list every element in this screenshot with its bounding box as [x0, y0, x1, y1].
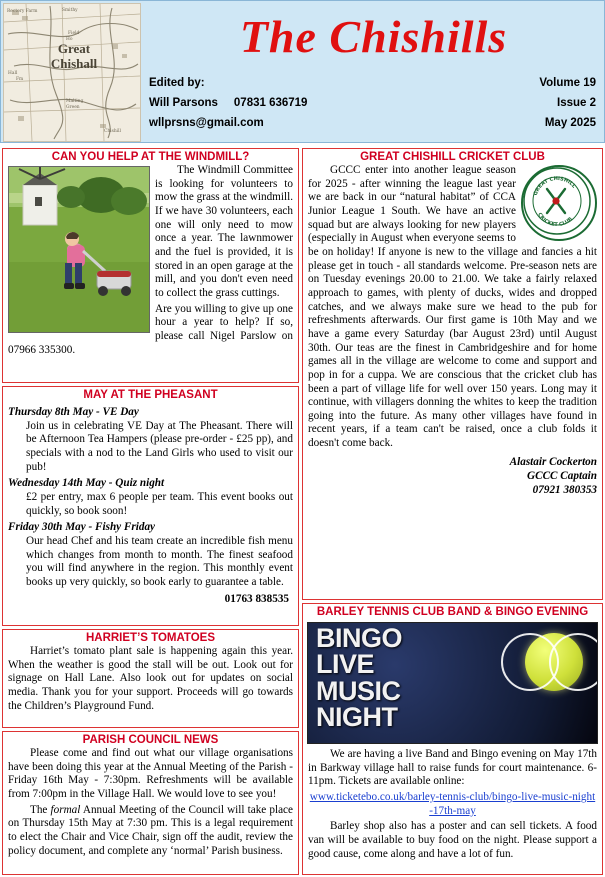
tennis-ball-icon: [525, 633, 583, 691]
pheasant-phone: 01763 838535: [224, 592, 289, 605]
event-title: Friday 30th May - Fishy Friday: [8, 521, 155, 534]
cricket-heading: GREAT CHISHILL CRICKET CLUB: [360, 151, 545, 163]
bingo-heading: BARLEY TENNIS CLUB BAND & BINGO EVENING: [316, 606, 589, 618]
volume-label: Volume 19: [539, 77, 596, 89]
poster-line-4: NIGHT: [316, 702, 398, 733]
editor-phone: 07831 636719: [233, 97, 308, 110]
edited-by-label: Edited by:: [149, 77, 205, 89]
cricket-captain-role: GCCC Captain: [527, 469, 597, 482]
svg-text:Ho: Ho: [66, 37, 73, 42]
masthead: [0, 0, 605, 143]
pheasant-heading: MAY AT THE PHEASANT: [83, 389, 218, 401]
parish-paragraph-1: Please come and find out what our village organisations have been doing this year at the Annual Meeting of the Parish - Friday 16th May - 7:30pm. Refreshments will be available from 7:00pm in the Village Hall. We would love to see you!: [8, 747, 293, 800]
event-title: Thursday 8th May - VE Day: [8, 406, 139, 418]
poster-line-2: LIVE: [316, 649, 375, 680]
issue-label: Issue 2: [557, 97, 596, 110]
windmill-paragraph-1: The Windmill Committee is looking for volunteers to mow the grass at the windmill. If we have 30 volunteers, each one will only need to mow once a year. The lawnmower and the fuel is provided, it is stored in an open garage at the mill, and you don't even need to collect the grass cuttings.: [155, 164, 293, 299]
poster-line-3: MUSIC: [316, 675, 401, 706]
issue-date: May 2025: [544, 117, 596, 130]
parish-heading: PARISH COUNCIL NEWS: [82, 734, 219, 746]
event-text: £2 per entry, max 6 people per team. This event books out quickly, so book soon!: [26, 490, 293, 517]
svg-text:Fm: Fm: [16, 77, 24, 82]
parish-paragraph-2: [8, 804, 293, 859]
parish-p2-post: Annual Meeting of the Council will take place on Thursday 15th May at 7:30 pm. This is a legal requirement to elect the Chair and Vice Chair, sign off the audit, review the policy document, and complete any ‘normal’ Parish business.: [8, 803, 293, 857]
cricket-club-crest: [521, 165, 597, 241]
parish-article: [2, 731, 299, 875]
svg-text:Rectory Farm: Rectory Farm: [7, 9, 38, 14]
svg-text:Malting: Malting: [66, 99, 84, 104]
cricket-captain-phone: 07921 380353: [532, 483, 597, 496]
tomatoes-paragraph-1: Harriet’s tomato plant sale is happening again this year. When the weather is good the stall will be out. Look out for signage on Hall Lane. Also look out for updates on social media. Thank you for your support. Proceeds will go towards the Children’s Playground Fund.: [8, 645, 293, 712]
editor-name-phone: [149, 93, 449, 113]
bingo-paragraph-1: We are having a live Band and Bingo evening on May 17th in Barkway village hall to raise funds for court maintenance. 6-11pm. Tickets are available online:: [308, 748, 597, 788]
bingo-poster-text: [316, 625, 402, 731]
editor-email: wllprsns@gmail.com: [149, 117, 264, 130]
windmill-heading: CAN YOU HELP AT THE WINDMILL?: [51, 151, 250, 163]
tomatoes-article: [2, 629, 299, 728]
pheasant-event: [8, 477, 293, 518]
windmill-article: [2, 148, 299, 383]
svg-text:GREAT CHISHILL: GREAT CHISHILL: [532, 175, 577, 197]
event-title: Wednesday 14th May - Quiz night: [8, 477, 165, 490]
poster-line-1: BINGO: [316, 623, 403, 653]
svg-text:CRICKET CLUB: CRICKET CLUB: [536, 211, 574, 229]
pheasant-event: [8, 521, 293, 589]
tomatoes-heading: HARRIET’S TOMATOES: [85, 632, 216, 644]
svg-text:Hall: Hall: [8, 71, 18, 76]
bingo-article: [302, 603, 603, 875]
editor-block: [149, 73, 449, 133]
windmill-body: [3, 164, 298, 363]
bingo-ticket-link[interactable]: www.ticketebo.co.uk/barley-tennis-club/bingo-live-music-night-17th-may: [309, 790, 596, 817]
issue-block: [421, 73, 596, 133]
tomatoes-body: [3, 645, 298, 719]
event-text: Join us in celebrating VE Day at The Pheasant. There will be Afternoon Tea Hampers (please pre-order - £25 pp), and specials with a nod to the Land Girls who used to visit our pub!: [26, 419, 293, 473]
windmill-paragraph-2: Are you willing to give up one hour a year to help? If so, please call Nigel Parslow on 07966 335300.: [8, 302, 293, 356]
parish-body: [3, 747, 298, 864]
svg-text:Chishill: Chishill: [104, 129, 121, 134]
editor-name: Will Parsons: [149, 97, 218, 110]
bingo-paragraph-2: Barley shop also has a poster and can sell tickets. A food van will be available to buy food on the night. Please support a good cause, come along and have a lot of fun.: [308, 820, 597, 860]
event-text: Our head Chef and his team create an incredible fish menu which changes from month to month. The finest seafood you will find anywhere in the region. This monthly event books up very quickly, so book early to guarantee a table.: [26, 534, 293, 588]
map-place-label: Great Chishall: [50, 41, 98, 71]
bingo-poster-image: [307, 622, 598, 744]
bingo-body: [303, 748, 602, 867]
cricket-body: [303, 164, 602, 501]
pheasant-event: [8, 406, 293, 474]
pheasant-body: [3, 402, 298, 610]
svg-text:Smithy: Smithy: [62, 8, 78, 13]
bingo-ticket-link-wrap: [308, 791, 597, 818]
windmill-photo: [8, 166, 150, 333]
parish-p2-pre: The: [30, 803, 51, 816]
parish-p2-emphasis: formal: [50, 803, 81, 816]
cricket-signature: [308, 455, 597, 497]
svg-text:Green: Green: [66, 105, 80, 110]
page-title: The Chishills: [239, 11, 508, 62]
village-map-image: [3, 3, 141, 142]
cricket-paragraph-1: GCCC enter into another league season for 2025 - after winning the league last year we are back in our “natural habitat” of CCA Junior League 1 South. We have an active squad but are always looking for new players (especially in August when everyone seems to be on holiday! If anyone is new to the village and fancies a hit please get in touch - all standards welcome. Pre-season nets are on Tuesday evenings 20.00 to 21.00. We take a fairly relaxed approach to games, with plenty of ducks, wides and dropped catches, and we always make sure we head to the pub for refreshments afterwards. Our first game is 10th May and we have a game every Saturday (bar August 23rd) until August 30th. Our teas are the finest in Cambridgeshire and for home games all in the village are welcome to come and support and pop in for a cuppa. We are conscious that the cricket club has been a part of village life for well over 150 years. Long may it continue, with villagers donning the whites to keep the tradition going into the future. As many other villages have found in recent years, if a team can't be raised, once a club folds it doesn't come back.: [308, 164, 597, 450]
cricket-article: [302, 148, 603, 600]
pheasant-article: [2, 386, 299, 626]
svg-text:Field: Field: [68, 31, 80, 36]
cricket-captain-name: Alastair Cockerton: [509, 455, 597, 468]
